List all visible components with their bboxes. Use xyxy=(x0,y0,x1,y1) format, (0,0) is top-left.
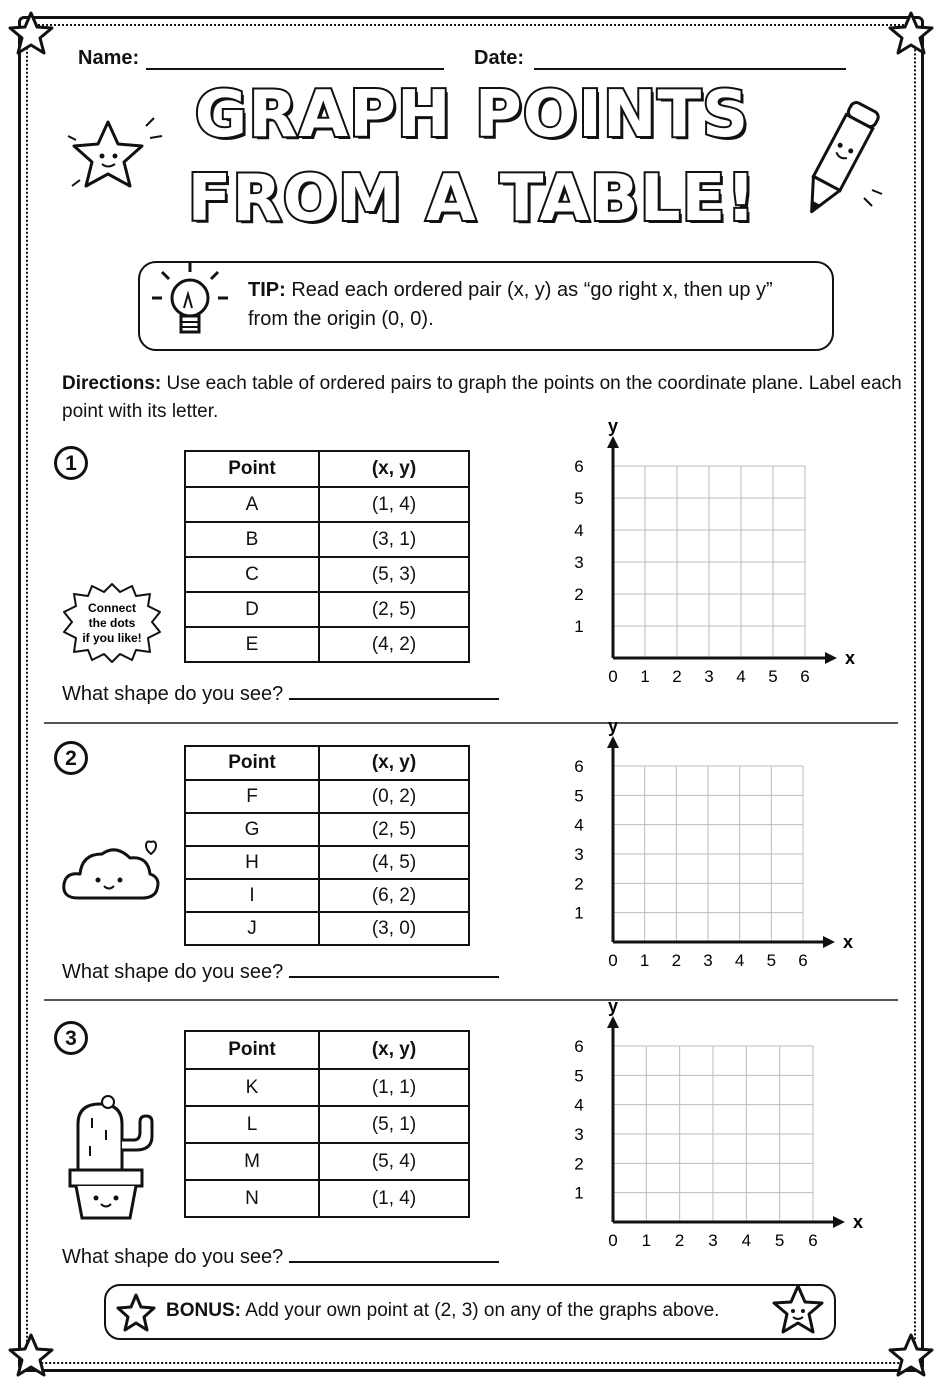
table-header-point: Point xyxy=(185,746,319,780)
y-tick-label: 3 xyxy=(574,553,584,572)
table-header-coords: (x, y) xyxy=(319,451,469,487)
x-tick-label: 1 xyxy=(639,951,650,970)
y-axis-label: y xyxy=(607,716,619,736)
y-tick-label: 4 xyxy=(574,815,584,835)
star-icon xyxy=(114,1292,158,1334)
y-tick-label: 2 xyxy=(574,874,584,894)
point-coords: (1, 1) xyxy=(319,1069,469,1106)
connect-the-dots-sticker xyxy=(60,582,164,664)
y-axis-arrow xyxy=(607,436,619,448)
table-row xyxy=(185,846,469,879)
table-row xyxy=(185,487,469,522)
point-coords: (4, 2) xyxy=(319,627,469,662)
point-label: J xyxy=(185,912,319,945)
x-axis-label: x xyxy=(853,1212,864,1232)
table-row xyxy=(185,592,469,627)
table-row xyxy=(185,912,469,945)
x-tick-label: 6 xyxy=(800,667,810,686)
table-row xyxy=(185,1069,469,1106)
shape-question xyxy=(62,960,499,984)
pencil-icon xyxy=(788,90,888,230)
table-row xyxy=(185,1180,469,1217)
name-field[interactable] xyxy=(146,46,444,70)
point-coords: (5, 1) xyxy=(319,1106,469,1143)
answer-field[interactable] xyxy=(289,960,499,978)
bonus-text xyxy=(166,1300,719,1322)
x-tick-label: 3 xyxy=(704,667,714,686)
points-table xyxy=(184,450,470,663)
point-coords: (1, 4) xyxy=(319,1180,469,1217)
x-tick-label: 2 xyxy=(671,951,682,970)
point-label: H xyxy=(185,846,319,879)
sticker-line3: if you like! xyxy=(82,631,142,645)
answer-field[interactable] xyxy=(289,682,499,700)
table-header-point: Point xyxy=(185,451,319,487)
x-tick-label: 0 xyxy=(608,1231,618,1250)
table-row xyxy=(185,813,469,846)
tip-text xyxy=(248,276,818,334)
x-tick-label: 6 xyxy=(798,951,808,970)
y-tick-label: 1 xyxy=(574,617,584,636)
table-row xyxy=(185,1143,469,1180)
name-label: Name: xyxy=(78,47,140,69)
x-tick-label: 2 xyxy=(672,667,682,686)
points-table xyxy=(184,1030,470,1218)
point-coords: (1, 4) xyxy=(319,487,469,522)
point-coords: (4, 5) xyxy=(319,846,469,879)
section-divider xyxy=(44,999,898,1001)
star-icon xyxy=(888,1332,934,1378)
y-tick-label: 3 xyxy=(574,845,584,864)
y-tick-label: 1 xyxy=(574,903,584,923)
point-coords: (3, 1) xyxy=(319,522,469,557)
y-axis-arrow xyxy=(607,1016,619,1028)
shape-question xyxy=(62,1245,499,1269)
directions-label: Directions: xyxy=(62,373,162,394)
problem-number: 3 xyxy=(54,1021,88,1055)
point-label: I xyxy=(185,879,319,912)
point-coords: (2, 5) xyxy=(319,592,469,627)
tip-line2: from the origin (0, 0). xyxy=(248,308,434,330)
x-tick-label: 5 xyxy=(774,1231,785,1250)
shape-question-text: What shape do you see? xyxy=(62,1246,284,1268)
table-row xyxy=(185,780,469,813)
coordinate-grid[interactable] xyxy=(574,416,860,690)
y-tick-label: 4 xyxy=(574,521,584,540)
sticker-line1: Connect xyxy=(88,601,136,615)
point-coords: (0, 2) xyxy=(319,780,469,813)
y-tick-label: 3 xyxy=(574,1125,584,1144)
bonus-body: Add your own point at (2, 3) on any of the graphs above. xyxy=(245,1300,720,1321)
table-header-point: Point xyxy=(185,1031,319,1069)
directions-text: Use each table of ordered pairs to graph the points on the coordinate plane. Label each point with its letter. xyxy=(62,373,902,422)
points-table xyxy=(184,745,470,946)
cactus-pot-icon xyxy=(64,1084,160,1224)
star-icon xyxy=(888,10,934,56)
page-title-line1: GRAPH POINTS xyxy=(194,78,750,152)
x-axis-label: x xyxy=(843,932,854,952)
y-axis-label: y xyxy=(607,996,619,1016)
y-tick-label: 4 xyxy=(574,1095,584,1115)
x-axis-label: x xyxy=(845,648,856,668)
x-tick-label: 0 xyxy=(608,951,618,970)
x-tick-label: 1 xyxy=(640,667,650,686)
bonus-label: BONUS: xyxy=(166,1300,241,1321)
point-coords: (5, 3) xyxy=(319,557,469,592)
x-tick-label: 3 xyxy=(708,1231,718,1250)
table-header-coords: (x, y) xyxy=(319,746,469,780)
point-coords: (3, 0) xyxy=(319,912,469,945)
point-coords: (2, 5) xyxy=(319,813,469,846)
x-tick-label: 4 xyxy=(734,951,745,970)
smiling-cloud-icon xyxy=(60,836,164,906)
y-tick-label: 2 xyxy=(574,1154,584,1174)
table-row xyxy=(185,879,469,912)
x-tick-label: 1 xyxy=(641,1231,652,1250)
star-icon xyxy=(8,10,54,56)
point-label: E xyxy=(185,627,319,662)
point-coords: (6, 2) xyxy=(319,879,469,912)
tip-line1: Read each ordered pair (x, y) as “go right x, then up y” xyxy=(291,279,773,301)
x-tick-label: 3 xyxy=(703,951,713,970)
y-tick-label: 6 xyxy=(574,457,584,476)
table-header-coords: (x, y) xyxy=(319,1031,469,1069)
date-label: Date: xyxy=(474,47,525,69)
problem-number: 1 xyxy=(54,446,88,480)
y-axis-arrow xyxy=(607,736,619,748)
sticker-line2: the dots xyxy=(88,616,136,630)
coordinate-grid[interactable] xyxy=(574,996,864,1256)
problem-number: 2 xyxy=(54,741,88,775)
tip-label: TIP: xyxy=(248,279,286,301)
y-tick-label: 1 xyxy=(574,1183,584,1203)
y-tick-label: 2 xyxy=(574,585,584,604)
shape-question-text: What shape do you see? xyxy=(62,961,284,983)
point-label: L xyxy=(185,1106,319,1143)
shape-question xyxy=(62,682,499,706)
table-row xyxy=(185,522,469,557)
point-coords: (5, 4) xyxy=(319,1143,469,1180)
point-label: N xyxy=(185,1180,319,1217)
y-tick-label: 6 xyxy=(574,757,584,776)
x-tick-label: 4 xyxy=(736,667,746,686)
point-label: F xyxy=(185,780,319,813)
answer-field[interactable] xyxy=(289,1245,499,1263)
x-tick-label: 5 xyxy=(766,951,777,970)
x-axis-arrow xyxy=(823,936,835,948)
smiling-star-icon xyxy=(766,1282,830,1342)
lightbulb-icon xyxy=(148,258,232,352)
point-label: C xyxy=(185,557,319,592)
x-tick-label: 5 xyxy=(768,667,778,686)
x-axis-arrow xyxy=(825,652,837,664)
shape-question-text: What shape do you see? xyxy=(62,683,284,705)
table-row xyxy=(185,557,469,592)
point-label: D xyxy=(185,592,319,627)
y-tick-label: 6 xyxy=(574,1037,584,1056)
point-label: K xyxy=(185,1069,319,1106)
point-label: M xyxy=(185,1143,319,1180)
x-tick-label: 2 xyxy=(674,1231,685,1250)
x-axis-arrow xyxy=(833,1216,845,1228)
point-label: B xyxy=(185,522,319,557)
star-icon xyxy=(8,1332,54,1378)
coordinate-grid[interactable] xyxy=(574,716,860,976)
x-tick-label: 6 xyxy=(808,1231,818,1250)
x-tick-label: 0 xyxy=(608,667,618,686)
page-title-line2: FROM A TABLE! xyxy=(187,162,757,236)
y-tick-label: 5 xyxy=(574,1066,584,1086)
table-row xyxy=(185,1106,469,1143)
x-tick-label: 4 xyxy=(741,1231,752,1250)
table-row xyxy=(185,627,469,662)
date-field[interactable] xyxy=(534,46,846,70)
y-axis-label: y xyxy=(607,416,619,436)
y-tick-label: 5 xyxy=(574,786,584,806)
point-label: A xyxy=(185,487,319,522)
smiling-star-icon xyxy=(62,106,172,206)
y-tick-label: 5 xyxy=(574,489,584,508)
point-label: G xyxy=(185,813,319,846)
